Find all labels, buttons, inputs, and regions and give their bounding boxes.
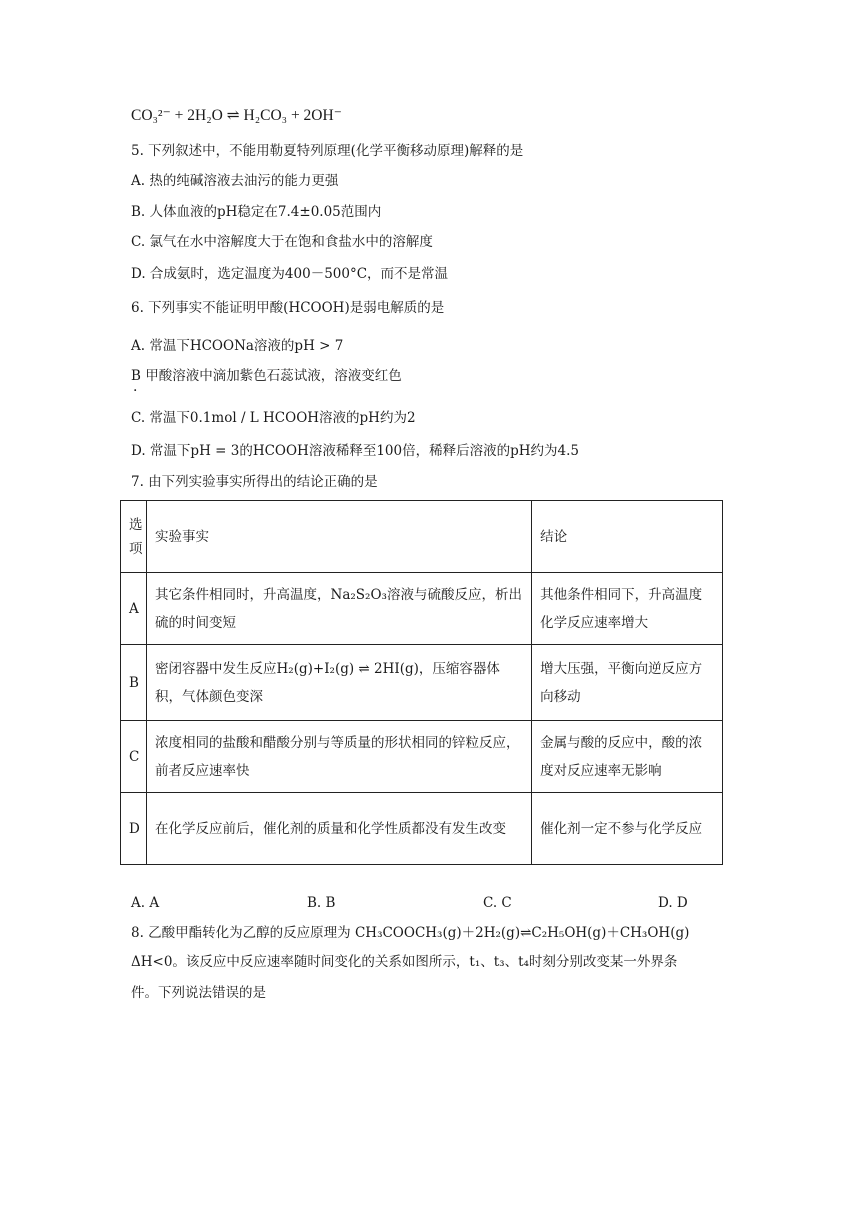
table-row — [121, 573, 723, 645]
row-conclusion: 其他条件相同下，升高温度化学反应速率增大 — [532, 573, 723, 645]
q5-option-d: D. 合成氨时，选定温度为400－500°C，而不是常温 — [131, 266, 449, 282]
q8-line-3: 件。下列说法错误的是 — [131, 985, 266, 1001]
table-header-row — [121, 501, 723, 573]
row-fact: 浓度相同的盐酸和醋酸分别与等质量的形状相同的锌粒反应，前者反应速率快 — [147, 721, 532, 793]
row-option: C — [121, 721, 147, 793]
table-row — [121, 645, 723, 721]
row-conclusion: 催化剂一定不参与化学反应 — [532, 793, 723, 865]
q7-option-c: C. C — [483, 895, 512, 911]
q6-stem: 6. 下列事实不能证明甲酸(HCOOH)是弱电解质的是 — [131, 300, 445, 316]
q6-option-a: A. 常温下HCOONa溶液的pH > 7 — [131, 338, 344, 354]
q7-option-b: B. B — [307, 895, 336, 911]
row-option: B — [121, 645, 147, 721]
q7-option-d: D. D — [658, 895, 688, 911]
q5-stem: 5. 下列叙述中，不能用勒夏特列原理(化学平衡移动原理)解释的是 — [131, 143, 524, 159]
q6-option-b: B 甲酸溶液中滴加紫色石蕊试液，溶液变红色 — [131, 368, 402, 384]
table-row — [121, 793, 723, 865]
q6-option-d: D. 常温下pH = 3的HCOOH溶液稀释至100倍，稀释后溶液的pH约为4.5 — [131, 443, 579, 459]
q8-line-1: 8. 乙酸甲酯转化为乙醇的反应原理为 CH₃COOCH₃(g)＋2H₂(g)⇌C₂H₅OH(g)＋CH₃OH(g) — [131, 925, 690, 941]
emphasis-dot: · — [133, 383, 138, 399]
table-row — [121, 721, 723, 793]
row-conclusion: 金属与酸的反应中，酸的浓度对反应速率无影响 — [532, 721, 723, 793]
header-option: 选项 — [121, 501, 147, 573]
experiment-table — [120, 500, 723, 865]
row-option: A — [121, 573, 147, 645]
header-conclusion: 结论 — [532, 501, 723, 573]
row-conclusion: 增大压强，平衡向逆反应方向移动 — [532, 645, 723, 721]
q7-options — [131, 895, 731, 915]
header-fact: 实验事实 — [147, 501, 532, 573]
q5-option-a: A. 热的纯碱溶液去油污的能力更强 — [131, 173, 339, 189]
row-option: D — [121, 793, 147, 865]
q5-option-b: B. 人体血液的pH稳定在7.4±0.05范围内 — [131, 204, 382, 220]
q7-stem: 7. 由下列实验事实所得出的结论正确的是 — [131, 474, 378, 490]
q8-line-2: ΔH<0。该反应中反应速率随时间变化的关系如图所示，t₁、t₃、t₄时刻分别改变某一外界条 — [131, 954, 678, 970]
row-fact: 密闭容器中发生反应H₂(g)+I₂(g) ⇌ 2HI(g)，压缩容器体积，气体颜色变深 — [147, 645, 532, 721]
q7-option-a: A. A — [131, 895, 160, 911]
row-fact: 其它条件相同时，升高温度，Na₂S₂O₃溶液与硫酸反应，析出硫的时间变短 — [147, 573, 532, 645]
top-equation: CO₃²⁻ + 2H₂O ⇌ H₂CO₃ + 2OH⁻ — [131, 107, 342, 124]
q6-option-c: C. 常温下0.1mol / L HCOOH溶液的pH约为2 — [131, 410, 416, 426]
row-fact: 在化学反应前后，催化剂的质量和化学性质都没有发生改变 — [147, 793, 532, 865]
q5-option-c: C. 氯气在水中溶解度大于在饱和食盐水中的溶解度 — [131, 234, 433, 250]
